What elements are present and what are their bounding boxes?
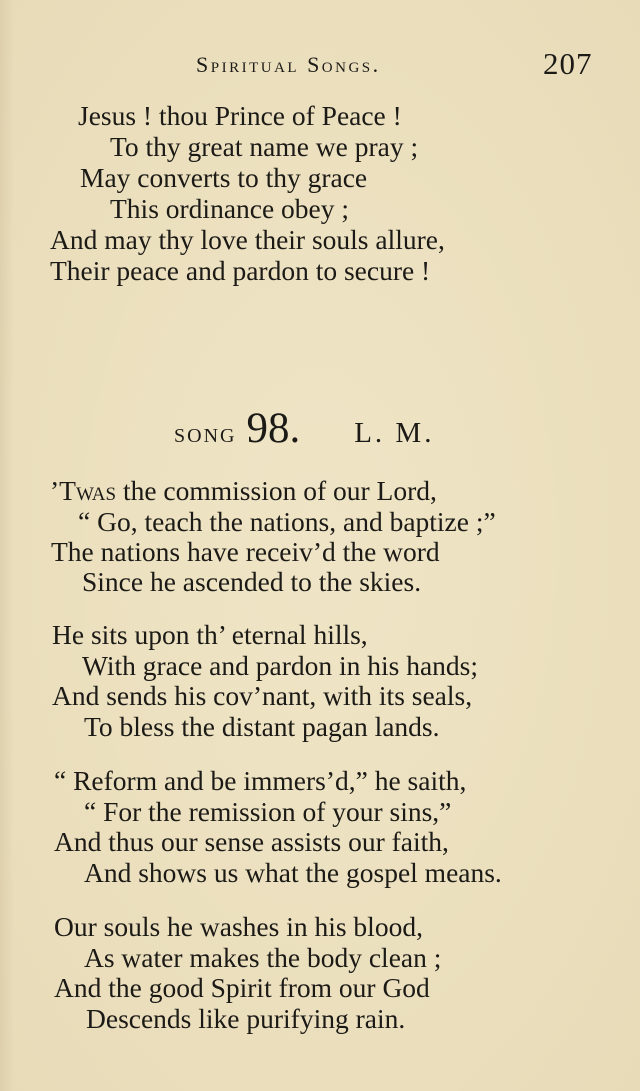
verse-line: And may thy love their souls allure, [50, 224, 445, 255]
verse-line: And thus our sense assists our faith, [54, 826, 449, 857]
verse-line: And the good Spirit from our God [54, 972, 430, 1003]
verse-line: Descends like purifying rain. [86, 1003, 406, 1034]
verse-line: Their peace and pardon to secure ! [50, 255, 431, 286]
song-number: 98. [246, 405, 301, 452]
verse-line [50, 476, 437, 506]
verse-line: “ For the remission of your sins,” [84, 796, 452, 827]
song-label: song [174, 417, 237, 449]
page-number: 207 [543, 46, 593, 81]
first-line-rest: the commission of our Lord, [116, 475, 437, 506]
song-heading [174, 404, 435, 452]
verse-line: The nations have receiv’d the word [51, 536, 440, 567]
verse-line: Jesus ! thou Prince of Peace ! [78, 100, 402, 131]
verse-line: To bless the distant pagan lands. [84, 711, 440, 742]
running-title: Spiritual Songs. [196, 52, 381, 77]
verse-line: May converts to thy grace [80, 162, 368, 193]
verse-line: And sends his cov’nant, with its seals, [52, 680, 473, 711]
running-head [0, 46, 640, 81]
verse-line: “ Go, teach the nations, and baptize ;” [78, 506, 496, 537]
verse-line: “ Reform and be immers’d,” he saith, [54, 765, 467, 796]
verse-line: Since he ascended to the skies. [82, 566, 422, 597]
verse-line: He sits upon th’ eternal hills, [52, 619, 368, 650]
verse-line: And shows us what the gospel means. [84, 857, 502, 888]
first-word: ’Twas [50, 475, 117, 506]
verse-line: This ordinance obey ; [110, 193, 350, 224]
verse-line: To thy great name we pray ; [110, 131, 419, 162]
song-meter: L. M. [354, 417, 435, 449]
verse-line: As water makes the body clean ; [84, 942, 442, 973]
verse-line: Our souls he washes in his blood, [54, 911, 423, 942]
verse-line: With grace and pardon in his hands; [82, 650, 479, 681]
